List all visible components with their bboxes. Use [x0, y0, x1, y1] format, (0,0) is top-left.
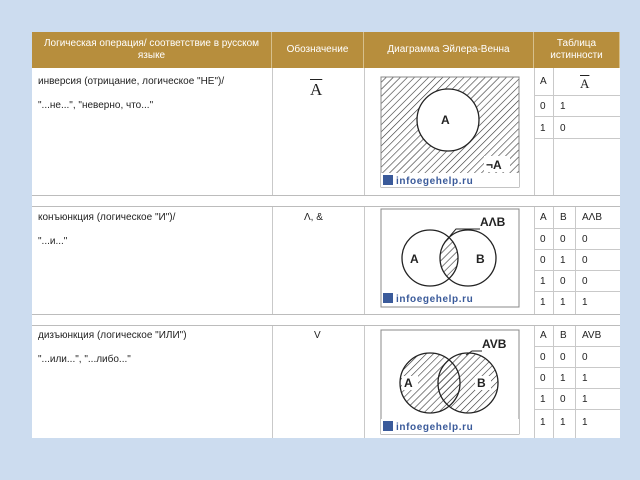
header-diagram: Диаграмма Эйлера-Венна	[364, 32, 534, 68]
truth-header: B	[560, 212, 567, 223]
truth-row-line	[534, 228, 620, 229]
truth-col-line	[553, 326, 554, 438]
truth-cell: 0	[582, 255, 588, 266]
header-notation: Обозначение	[272, 32, 364, 68]
truth-row-line	[534, 249, 620, 250]
truth-cell: 1	[560, 373, 566, 384]
truth-cell: 1	[560, 101, 566, 112]
truth-header: $\overline{A}$	[580, 76, 590, 91]
truth-cell: 0	[582, 234, 588, 245]
truth-col-line	[575, 326, 576, 438]
logic-operations-table	[32, 32, 620, 438]
venn-label-result: AVB	[482, 337, 507, 351]
truth-cell: 1	[540, 123, 546, 134]
truth-cell: 0	[582, 276, 588, 287]
venn-diagram-disjunction	[380, 329, 520, 435]
truth-col-line	[553, 207, 554, 314]
watermark: infoegehelp.ru	[396, 294, 474, 305]
truth-row-line	[534, 138, 620, 139]
venn-label-b: B	[477, 376, 486, 390]
operation-phrase: "...не...", "неверно, что..."	[38, 100, 154, 111]
truth-col-line	[553, 68, 554, 195]
truth-cell: 1	[540, 417, 546, 428]
watermark: infoegehelp.ru	[396, 176, 474, 187]
operation-name: конъюнкция (логическое "И")/	[38, 212, 176, 223]
watermark: infoegehelp.ru	[396, 422, 474, 433]
venn-label-result: AΛB	[480, 215, 506, 229]
venn-diagram-inversion	[380, 76, 520, 188]
truth-cell: 0	[560, 123, 566, 134]
truth-cell: 0	[560, 276, 566, 287]
truth-cell: 0	[582, 352, 588, 363]
truth-cell: 0	[560, 394, 566, 405]
truth-col-line	[575, 207, 576, 314]
truth-row-line	[534, 291, 620, 292]
venn-diagram-conjunction	[380, 208, 520, 308]
truth-cell: 0	[540, 234, 546, 245]
truth-cell: 1	[582, 297, 588, 308]
truth-row-line	[534, 346, 620, 347]
truth-cell: 0	[560, 352, 566, 363]
truth-row-line	[534, 270, 620, 271]
operation-phrase: "...или...", "...либо..."	[38, 354, 131, 365]
header-truth-table: Таблица истинности	[534, 32, 620, 68]
truth-header: A	[540, 330, 547, 341]
column-divider	[272, 68, 273, 438]
truth-cell: 1	[540, 394, 546, 405]
truth-header: AΛB	[582, 212, 603, 223]
truth-cell: 1	[540, 276, 546, 287]
truth-row-line	[534, 388, 620, 389]
header-operation: Логическая операция/ соответствие в русском языке	[32, 32, 272, 68]
truth-row-line	[534, 95, 620, 96]
truth-header: B	[560, 330, 567, 341]
venn-label-a: A	[441, 113, 450, 127]
venn-label-result: ¬A	[486, 158, 502, 172]
column-divider	[534, 68, 535, 438]
column-divider	[364, 68, 365, 438]
truth-row-line	[534, 116, 620, 117]
truth-header: A	[540, 76, 547, 87]
truth-cell: 0	[540, 352, 546, 363]
truth-header: AVB	[582, 330, 602, 341]
venn-label-a: A	[410, 252, 419, 266]
notation-symbol: Λ, &	[304, 212, 323, 223]
truth-cell: 1	[582, 373, 588, 384]
operation-name: дизъюнкция (логическое "ИЛИ")	[38, 330, 187, 341]
truth-header: A	[540, 212, 547, 223]
truth-cell: 1	[560, 297, 566, 308]
truth-row-line	[534, 367, 620, 368]
truth-cell: 1	[560, 417, 566, 428]
row-separator	[32, 314, 620, 326]
venn-label-b: B	[476, 252, 485, 266]
truth-row-line	[534, 409, 620, 410]
truth-cell: 1	[582, 417, 588, 428]
venn-label-a: A	[404, 376, 413, 390]
operation-name: инверсия (отрицание, логическое "НЕ")/	[38, 76, 225, 87]
truth-cell: 0	[540, 101, 546, 112]
notation-symbol: V	[314, 330, 321, 341]
truth-cell: 1	[582, 394, 588, 405]
truth-cell: 0	[560, 234, 566, 245]
operation-phrase: "...и..."	[38, 236, 68, 247]
truth-cell: 1	[540, 297, 546, 308]
truth-cell: 1	[560, 255, 566, 266]
row-separator	[32, 195, 620, 207]
truth-cell: 0	[540, 373, 546, 384]
notation-symbol: $\overline{A}$	[310, 80, 323, 99]
truth-cell: 0	[540, 255, 546, 266]
